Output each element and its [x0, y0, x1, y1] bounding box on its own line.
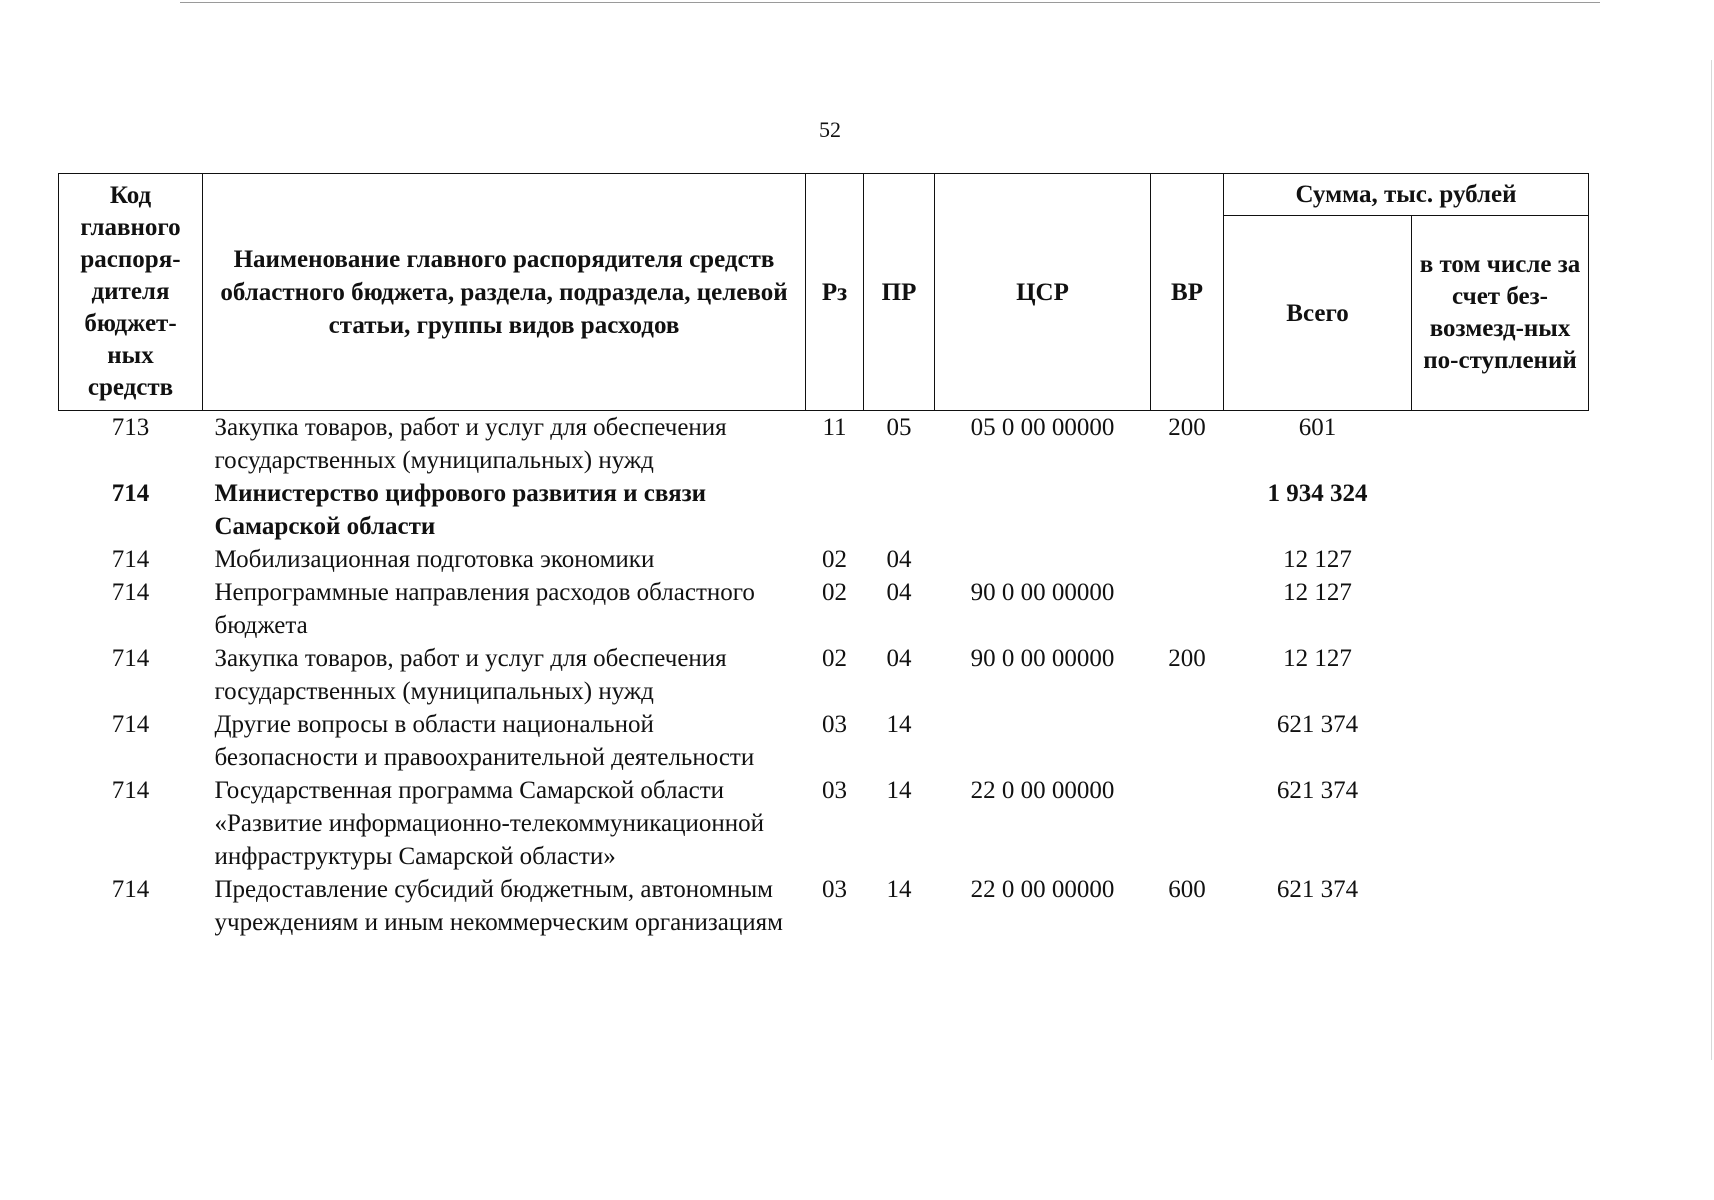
cell-free [1412, 873, 1589, 939]
cell-vr: 200 [1168, 414, 1206, 441]
header-total: Всего [1224, 216, 1412, 411]
cell-name: Непрограммные направления расходов областного бюджета [214, 579, 755, 639]
cell-csr [935, 708, 1151, 774]
cell-name: Министерство цифрового развития и связи Самарской области [214, 480, 707, 540]
cell-code: 714 [111, 777, 150, 804]
cell-vr: 200 [1168, 645, 1206, 672]
table-row [59, 543, 1589, 576]
table-header [59, 174, 1589, 411]
header-csr: ЦСР [935, 174, 1151, 411]
cell-vr [1151, 774, 1224, 873]
cell-code: 714 [111, 876, 150, 903]
cell-name: Государственная программа Самарской области «Развитие информационно-телекоммуникационной инфраструктуры Самарской области» [214, 777, 765, 870]
cell-rz: 03 [822, 876, 847, 903]
header-sum: Сумма, тыс. рублей [1224, 174, 1589, 216]
cell-csr [935, 477, 1151, 543]
cell-total: 621 374 [1276, 876, 1359, 903]
cell-rz: 03 [822, 777, 847, 804]
cell-pr: 04 [886, 579, 912, 606]
cell-pr: 04 [886, 645, 912, 672]
cell-total: 621 374 [1276, 777, 1359, 804]
table-body [59, 411, 1589, 940]
cell-code: 714 [111, 480, 150, 507]
cell-pr: 14 [886, 876, 912, 903]
cell-csr [935, 543, 1151, 576]
cell-free [1412, 576, 1589, 642]
header-vr: ВР [1151, 174, 1224, 411]
cell-rz: 03 [822, 711, 847, 738]
cell-name: Предоставление субсидий бюджетным, автономным учреждениям и иным некоммерческим организациям [214, 876, 783, 936]
cell-free [1412, 708, 1589, 774]
cell-total: 1 934 324 [1267, 480, 1368, 507]
cell-total: 12 127 [1283, 579, 1352, 606]
cell-vr [1151, 576, 1224, 642]
table-row [59, 708, 1589, 774]
cell-csr: 90 0 00 00000 [970, 645, 1115, 672]
header-pr: ПР [864, 174, 935, 411]
cell-pr: 04 [886, 546, 912, 573]
budget-table [58, 173, 1589, 939]
cell-pr: 14 [886, 711, 912, 738]
cell-name: Закупка товаров, работ и услуг для обеспечения государственных (муниципальных) нужд [214, 645, 727, 705]
cell-pr: 14 [886, 777, 912, 804]
cell-pr [864, 477, 935, 543]
page-number: 52 [819, 117, 841, 142]
cell-vr [1151, 477, 1224, 543]
cell-total: 12 127 [1283, 546, 1352, 573]
cell-code: 714 [111, 579, 150, 606]
cell-free [1412, 642, 1589, 708]
cell-name: Другие вопросы в области национальной безопасности и правоохранительной деятельности [214, 711, 755, 771]
cell-total: 621 374 [1276, 711, 1359, 738]
cell-csr: 90 0 00 00000 [970, 579, 1115, 606]
cell-code: 714 [111, 645, 150, 672]
cell-vr [1151, 708, 1224, 774]
cell-name: Мобилизационная подготовка экономики [214, 546, 655, 573]
header-free: в том числе за счет без-возмезд-ных по-ступлений [1412, 216, 1589, 411]
cell-rz [806, 477, 864, 543]
header-code: Код главного распоря-дителя бюджет-ных средств [59, 174, 203, 411]
header-name: Наименование главного распорядителя средств областного бюджета, раздела, подраздела, целевой статьи, группы видов расходов [203, 174, 806, 411]
cell-free [1412, 774, 1589, 873]
table-row [59, 774, 1589, 873]
cell-vr [1151, 543, 1224, 576]
cell-rz: 11 [822, 414, 847, 441]
cell-total: 12 127 [1283, 645, 1352, 672]
cell-rz: 02 [822, 579, 847, 606]
cell-code: 714 [111, 546, 150, 573]
cell-rz: 02 [822, 645, 847, 672]
table-row [59, 873, 1589, 939]
table-row [59, 576, 1589, 642]
cell-pr: 05 [886, 414, 912, 441]
cell-total: 601 [1298, 414, 1337, 441]
cell-code: 713 [111, 414, 150, 441]
scan-edge-line [180, 2, 1600, 3]
cell-csr: 22 0 00 00000 [970, 876, 1115, 903]
table-row [59, 642, 1589, 708]
scan-edge-line-right [1711, 60, 1712, 1060]
cell-free [1412, 411, 1589, 478]
cell-code: 714 [111, 711, 150, 738]
cell-free [1412, 477, 1589, 543]
cell-csr: 22 0 00 00000 [970, 777, 1115, 804]
cell-csr: 05 0 00 00000 [970, 414, 1115, 441]
table-row [59, 411, 1589, 478]
cell-name: Закупка товаров, работ и услуг для обеспечения государственных (муниципальных) нужд [214, 414, 727, 474]
table-row [59, 477, 1589, 543]
cell-free [1412, 543, 1589, 576]
header-rz: Рз [806, 174, 864, 411]
cell-rz: 02 [822, 546, 847, 573]
cell-vr: 600 [1168, 876, 1206, 903]
